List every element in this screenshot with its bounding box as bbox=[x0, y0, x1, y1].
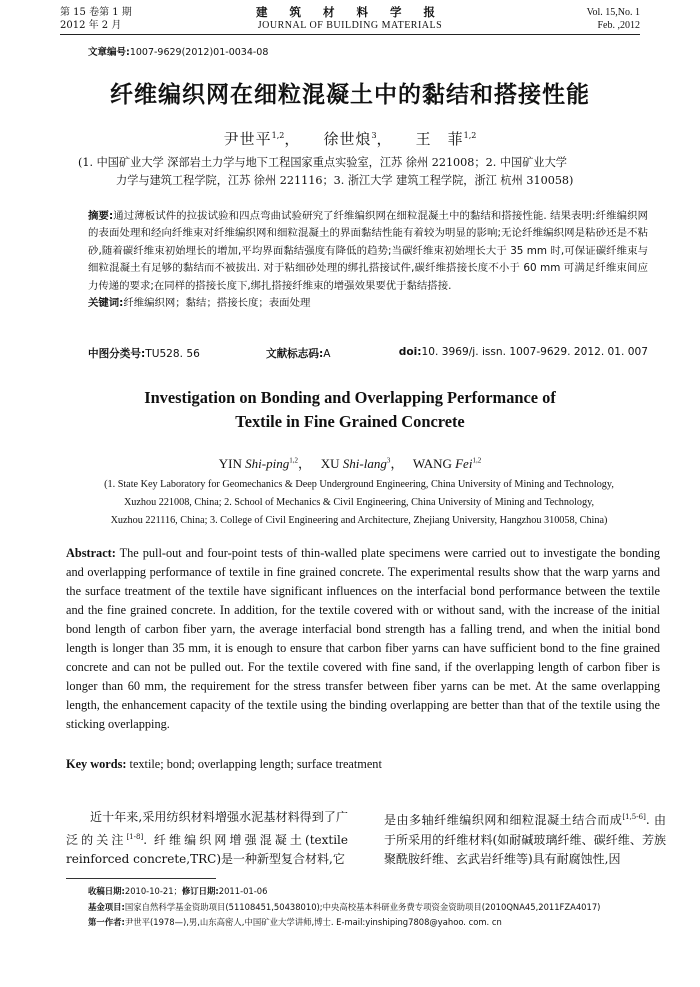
footnote-rule bbox=[66, 878, 216, 879]
citation-ref: [1,5-6] bbox=[622, 813, 646, 821]
clc-label: 中图分类号: bbox=[88, 348, 146, 360]
footnote-dates: 收稿日期:2010-10-21；修订日期:2011-01-06 bbox=[88, 886, 268, 896]
volume-en: Vol. 15,No. 1 bbox=[586, 7, 640, 18]
author-en-2-surname: XU bbox=[320, 456, 340, 471]
keywords-en-label: Key words: bbox=[66, 757, 127, 771]
clc-code bbox=[88, 346, 200, 361]
author-en-3-surname: WANG bbox=[412, 456, 452, 471]
doc-value: A bbox=[323, 348, 331, 360]
header-center bbox=[60, 6, 640, 32]
title-en bbox=[60, 386, 640, 434]
article-number-label: 文章编号: bbox=[88, 47, 130, 58]
first-author-label: 第一作者: bbox=[88, 917, 125, 927]
affiliation-en bbox=[68, 476, 650, 530]
author-sep: ， bbox=[284, 130, 301, 148]
author-cn-1: 尹世平 bbox=[223, 130, 272, 148]
affiliation-en-line1: (1. State Key Laboratory for Geomechanics & Deep Underground Engineering, China University of Mining and Technology, bbox=[104, 479, 614, 490]
author-en-3-given: Fei bbox=[455, 456, 473, 471]
author-sep: ， bbox=[297, 456, 311, 471]
article-number bbox=[88, 44, 268, 58]
doc-label: 文献标志码: bbox=[266, 348, 324, 360]
footnote-author bbox=[88, 915, 662, 931]
author-en-1-sup: 1,2 bbox=[289, 456, 298, 465]
author-cn-2: 徐世烺 bbox=[323, 130, 372, 148]
doi-value: 10. 3969/j. issn. 1007-9629. 2012. 01. 007 bbox=[421, 346, 648, 358]
author-sep: ， bbox=[390, 456, 404, 471]
body-column-left bbox=[66, 808, 348, 870]
authors-cn bbox=[60, 128, 640, 149]
affiliation-cn-line2: 力学与建筑工程学院，江苏 徐州 221116；3. 浙江大学 建筑工程学院，浙江 杭州 310058) bbox=[116, 174, 574, 187]
header-rule bbox=[60, 34, 640, 35]
document-code bbox=[266, 346, 330, 361]
received-date: 2010-10-21 bbox=[124, 886, 174, 896]
author-cn-3-sup: 1,2 bbox=[463, 131, 477, 140]
affiliation-en-line2: Xuzhou 221008, China; 2. School of Mechanics & Civil Engineering, China University of Mining and Technology, bbox=[123, 497, 595, 508]
abstract-en-label: Abstract: bbox=[66, 546, 116, 560]
funding-text: 国家自然科学基金资助项目(51108451,50438010);中央高校基本科研业务费专项资金资助项目(2010QNA45,2011FZA4017) bbox=[124, 901, 601, 912]
clc-value: TU528. 56 bbox=[145, 348, 200, 360]
author-en-3-sup: 1,2 bbox=[472, 456, 482, 465]
author-en-2-sup: 3 bbox=[386, 456, 391, 465]
running-header bbox=[60, 6, 640, 34]
keywords-cn-text: 纤维编织网；黏结；搭接长度；表面处理 bbox=[123, 297, 311, 310]
abstract-en-text: The pull-out and four-point tests of thin-walled plate specimens were carried out to investigate the bonding and overlapping performance of textile in fine grained concrete. The experimental results show that the warp yarns and the surface treatment of the textile have significant influences on the interfacial bond performance between the textile and the fine grained concrete. In addition, for the textile covered with or without sand, with the increase of the initial bond length of carbon fiber yarn, the average interfacial bond strength has a falling trend, and when the initial bond length is longer than 35 mm, it is enough to ensure that carbon fiber yarns can have sufficient bond to the fine grained concrete and can not be pulled out. For the textile covered with fine sand, if the overlapping length of carbon fiber is longer than 60 mm, the requirement for the stress transfer between fiber yarns can be met. At the same overlapping length, the enhancement capacity of the textile using the binding overlapping are better than that of the textile using the sticking overlapping. bbox=[66, 546, 660, 731]
citation-ref: [1-8] bbox=[126, 832, 144, 841]
body-right-text-b: . 由于所采用的纤维材料(如耐碱玻璃纤维、碳纤维、芳族聚酰胺纤维、玄武岩纤维等)具有耐腐蚀性,因 bbox=[384, 813, 666, 866]
affiliation-en-line3: Xuzhou 221116, China; 3. College of Civil Engineering and Architecture, Zhejiang University, Hangzhou 310058, China) bbox=[110, 515, 608, 526]
header-right bbox=[587, 6, 640, 32]
affiliation-cn bbox=[78, 154, 652, 190]
received-label: 收稿日期: bbox=[88, 886, 125, 896]
date-cn: 2012 年 2 月 bbox=[60, 20, 122, 31]
author-en-1-given: Shi-ping bbox=[245, 456, 290, 471]
author-cn-1-sup: 1,2 bbox=[271, 131, 285, 140]
doi-label: doi: bbox=[398, 346, 422, 358]
journal-name-cn: 建 筑 材 料 学 报 bbox=[255, 5, 445, 19]
body-left-text-a: 近十年来,采用纺织材料增强水泥基材料得到了广泛的关注 bbox=[66, 810, 348, 847]
author-en-2-given: Shi-lang bbox=[342, 456, 387, 471]
author-cn-3: 王 菲 bbox=[415, 130, 464, 148]
date-en: Feb. ,2012 bbox=[597, 20, 640, 31]
doi bbox=[399, 346, 648, 358]
article-number-value: 1007-9629(2012)01-0034-08 bbox=[129, 47, 269, 58]
body-right-text-a: 是由多轴纤维编织网和细粒混凝土结合而成 bbox=[384, 813, 623, 827]
funding-label: 基金项目: bbox=[88, 901, 125, 912]
keywords-en-text: textile; bond; overlapping length; surface treatment bbox=[129, 757, 382, 771]
abstract-cn-label: 摘要: bbox=[88, 210, 114, 222]
title-cn: 纤维编织网在细粒混凝土中的黏结和搭接性能 bbox=[110, 82, 590, 108]
author-en-1-surname: YIN bbox=[218, 456, 242, 471]
journal-name-en: JOURNAL OF BUILDING MATERIALS bbox=[257, 20, 443, 31]
author-cn-2-sup: 3 bbox=[371, 131, 377, 140]
abstract-en bbox=[66, 544, 660, 734]
body-left-text-b: . 纤维编织网增强混凝土(textile reinforced concrete,TRC)是一种新型复合材料,它 bbox=[66, 832, 348, 866]
footnote-funding bbox=[88, 900, 662, 916]
abstract-cn-text: 通过薄板试件的拉拔试验和四点弯曲试验研究了纤维编织网在细粒混凝土中的黏结和搭接性能. 结果表明:纤维编织网的表面处理和经向纤维束对纤维编织网和细粒混凝土的界面黏结性能有着较为明显的影响;无论纤维编织网是粘砂还是不粘砂,随着碳纤维束初始埋长的增加,平均界面黏结强度有降低的趋势;当碳纤维束初始埋长大于 35 mm 时,可保证碳纤维束与细粒混凝土有足够的黏结而不被拔出. 对于粘细砂处理的绑扎搭接试件,碳纤维搭接长度不小于 60 mm 可满足纤维束间应力传递的要求;在同样的搭接长度下,绑扎搭接纤维束的增强效果要优于黏结搭接. bbox=[88, 210, 648, 292]
first-author-text: 尹世平(1978—),男,山东高密人,中国矿业大学讲师,博士. E-mail:yinshiping7808@yahoo. com. cn bbox=[124, 917, 502, 927]
title-en-line2: Textile in Fine Grained Concrete bbox=[235, 412, 465, 431]
authors-en bbox=[60, 453, 640, 472]
keywords-cn-label: 关键词: bbox=[88, 297, 124, 310]
affiliation-cn-line1: (1. 中国矿业大学 深部岩土力学与地下工程国家重点实验室，江苏 徐州 221008；2. 中国矿业大学 bbox=[78, 156, 567, 169]
abstract-cn bbox=[88, 208, 648, 312]
body-column-right bbox=[384, 808, 666, 870]
footnotes bbox=[88, 884, 662, 931]
volume-cn: 第 15 卷第 1 期 bbox=[60, 7, 132, 18]
keywords-en bbox=[66, 757, 660, 772]
revised-date: 2011-01-06 bbox=[218, 886, 268, 896]
author-sep: ， bbox=[376, 130, 393, 148]
title-en-line1: Investigation on Bonding and Overlapping Performance of bbox=[144, 388, 556, 407]
revised-label: 修订日期: bbox=[181, 886, 219, 896]
